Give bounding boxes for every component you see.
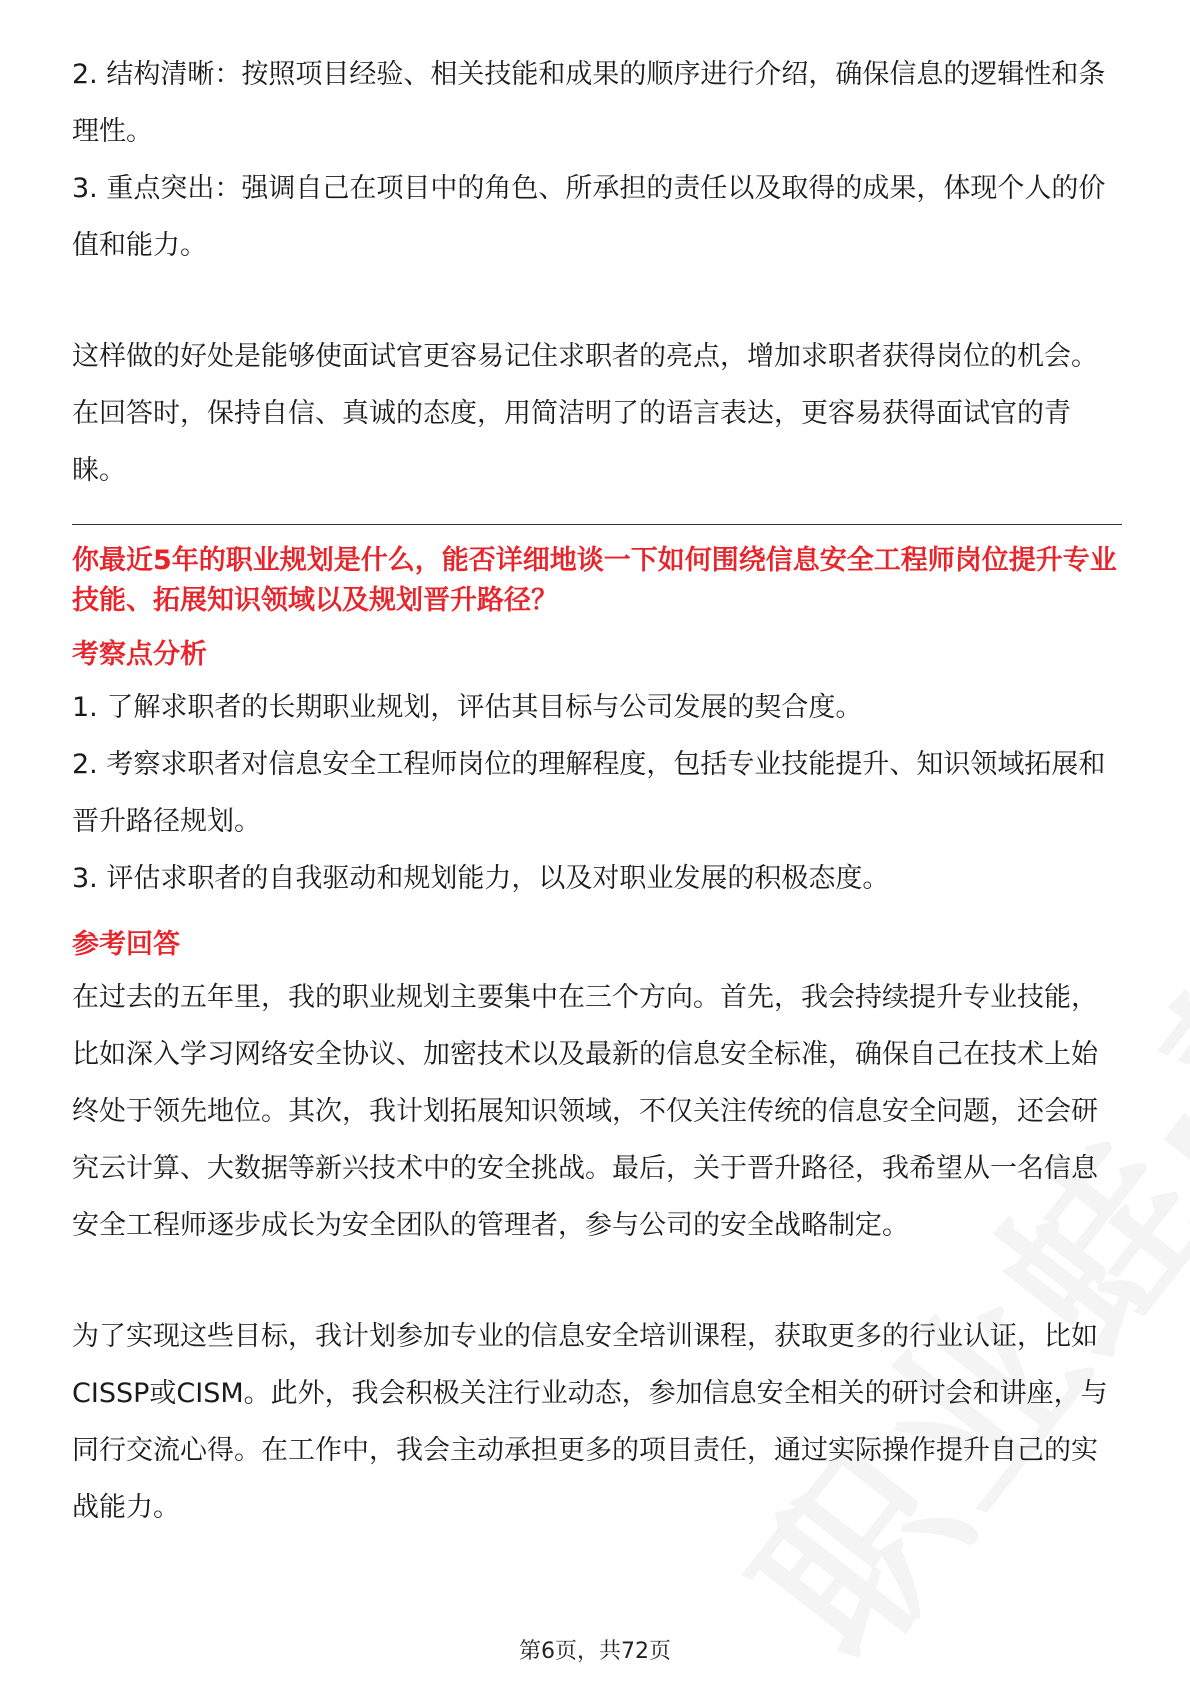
- analysis-item-3: 3. 评估求职者的自我驱动和规划能力，以及对职业发展的积极态度。: [72, 863, 890, 894]
- section-divider: [72, 524, 1122, 525]
- answer-paragraph-2: 为了实现这些目标，我计划参加专业的信息安全培训课程，获取更多的行业认证，比如CISSP或CISM。此外，我会积极关注行业动态，参加信息安全相关的研讨会和讲座，与同行交流心得。在工作中，我会主动承担更多的项目责任，通过实际操作提升自己的实战能力。: [72, 1321, 1108, 1523]
- intro-summary: 这样做的好处是能够使面试官更容易记住求职者的亮点，增加求职者获得岗位的机会。在回答时，保持自信、真诚的态度，用简洁明了的语言表达，更容易获得面试官的青睐。: [72, 341, 1098, 486]
- question-title: 你最近5年的职业规划是什么，能否详细地谈一下如何围绕信息安全工程师岗位提升专业技能、拓展知识领域以及规划晋升路径？: [72, 545, 1117, 616]
- analysis-heading: 考察点分析: [72, 639, 207, 670]
- intro-item-2: 2. 结构清晰：按照项目经验、相关技能和成果的顺序进行介绍，确保信息的逻辑性和条理性。: [72, 59, 1106, 147]
- analysis-item-2: 2. 考察求职者对信息安全工程师岗位的理解程度，包括专业技能提升、知识领域拓展和晋升路径规划。: [72, 749, 1106, 837]
- page-number: 第6页，共72页: [519, 1639, 671, 1664]
- answer-heading: 参考回答: [72, 929, 180, 960]
- intro-item-3: 3. 重点突出：强调自己在项目中的角色、所承担的责任以及取得的成果，体现个人的价值和能力。: [72, 173, 1106, 261]
- document-body: [72, 46, 1122, 1536]
- answer-paragraph-1: 在过去的五年里，我的职业规划主要集中在三个方向。首先，我会持续提升专业技能，比如深入学习网络安全协议、加密技术以及最新的信息安全标准，确保自己在技术上始终处于领先地位。其次，我计划拓展知识领域，不仅关注传统的信息安全问题，还会研究云计算、大数据等新兴技术中的安全挑战。最后，关于晋升路径，我希望从一名信息安全工程师逐步成长为安全团队的管理者，参与公司的安全战略制定。: [72, 982, 1098, 1241]
- analysis-item-1: 1. 了解求职者的长期职业规划，评估其目标与公司发展的契合度。: [72, 692, 863, 723]
